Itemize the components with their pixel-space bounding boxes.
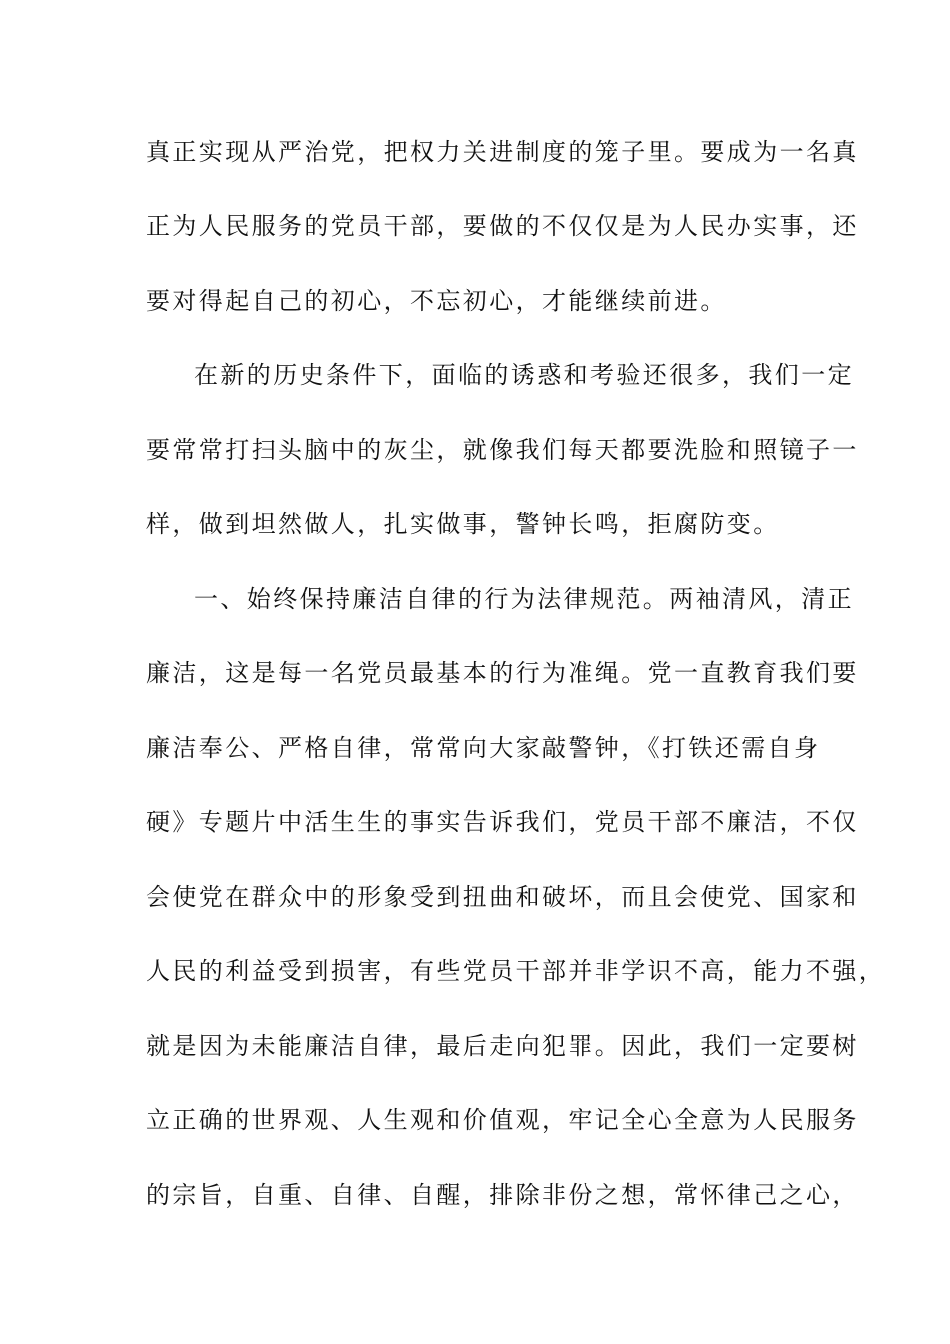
text-line: 人民的利益受到损害，有些党员干部并非学识不高，能力不强， (146, 957, 886, 985)
text-line: 立正确的世界观、人生观和价值观，牢记全心全意为人民服务 (146, 1106, 859, 1134)
paragraph-first-line: 在新的历史条件下，面临的诱惑和考验还很多，我们一定 (194, 361, 854, 389)
text-line: 要对得起自己的初心，不忘初心，才能继续前进。 (146, 287, 727, 315)
text-line: 真正实现从严治党，把权力关进制度的笼子里。要成为一名真 (146, 138, 859, 166)
text-line: 硬》专题片中活生生的事实告诉我们，党员干部不廉洁，不仅 (146, 808, 859, 836)
section-heading-line: 一、始终保持廉洁自律的行为法律规范。两袖清风，清正 (194, 585, 854, 613)
text-line: 会使党在群众中的形象受到扭曲和破坏，而且会使党、国家和 (146, 883, 859, 911)
text-line: 样，做到坦然做人，扎实做事，警钟长鸣，拒腐防变。 (146, 510, 780, 538)
text-line: 就是因为未能廉洁自律，最后走向犯罪。因此，我们一定要树 (146, 1032, 859, 1060)
text-line: 廉洁奉公、严格自律，常常向大家敲警钟，《打铁还需自身 (146, 734, 821, 762)
text-line: 要常常打扫头脑中的灰尘，就像我们每天都要洗脸和照镜子一 (146, 436, 859, 464)
text-line: 的宗旨，自重、自律、自醒，排除非份之想，常怀律己之心， (146, 1181, 859, 1209)
text-line: 廉洁，这是每一名党员最基本的行为准绳。党一直教育我们要 (146, 659, 859, 687)
text-line: 正为人民服务的党员干部，要做的不仅仅是为人民办实事，还 (146, 212, 859, 240)
